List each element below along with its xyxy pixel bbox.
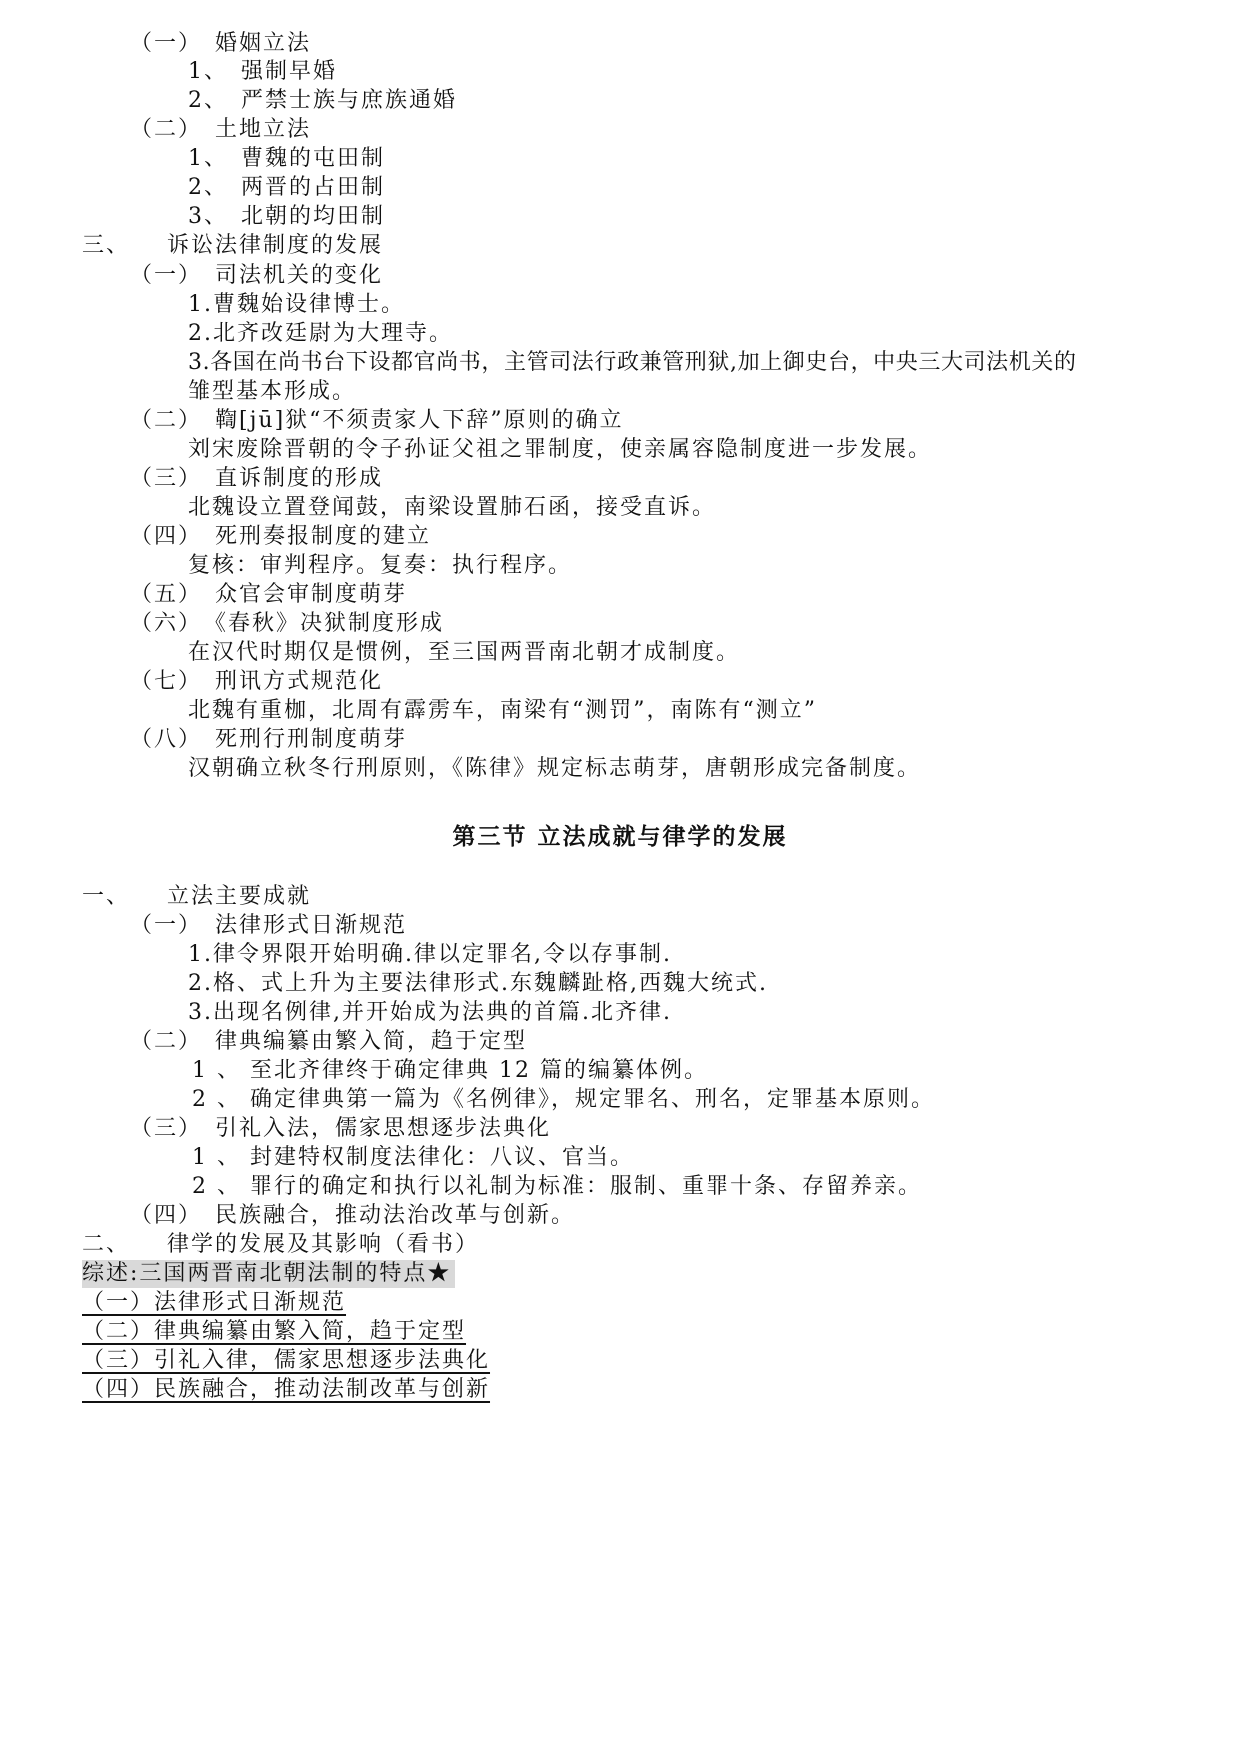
ethnic-title: （四） 民族融合，推动法治改革与创新。 bbox=[130, 1203, 576, 1228]
judicial-organs-item-3: 3.各国在尚书台下设都官尚书，主管司法行政兼管刑狱,加上御史台，中央三大司法机关的 bbox=[188, 350, 1077, 375]
execution-title: （八） 死刑行刑制度萌芽 bbox=[130, 727, 408, 752]
rites-item-2: 2 、 罪行的确定和执行以礼制为标准：服制、重罪十条、存留养亲。 bbox=[192, 1174, 922, 1199]
section3-heading: 第三节 立法成就与律学的发展 bbox=[452, 824, 788, 850]
jurisprudence-title: 二、 律学的发展及其影响（看书） bbox=[82, 1232, 480, 1257]
land-title: （二） 土地立法 bbox=[130, 117, 312, 142]
judicial-organs-item-3-cont: 雏型基本形成。 bbox=[188, 379, 357, 404]
summary-title: 综述:三国两晋南北朝法制的特点★ bbox=[82, 1260, 455, 1288]
forms-title: （一） 法律形式日渐规范 bbox=[130, 913, 408, 938]
land-item-1: 1、 曹魏的屯田制 bbox=[188, 146, 385, 171]
judicial-organs-title: （一） 司法机关的变化 bbox=[130, 263, 384, 288]
rites-title: （三） 引礼入法，儒家思想逐步法典化 bbox=[130, 1116, 552, 1141]
land-item-2: 2、 两晋的占田制 bbox=[188, 175, 385, 200]
interrogation-text: 北魏有重枷，北周有霹雳车，南梁有“测罚”，南陈有“测立” bbox=[188, 698, 817, 723]
judicial-organs-item-1: 1.曹魏始设律博士。 bbox=[188, 292, 405, 317]
summary-item-4: （四）民族融合，推动法制改革与创新 bbox=[82, 1377, 491, 1402]
kinship-title: （二） 鞫[jū]狱“不须责家人下辞”原则的确立 bbox=[130, 408, 624, 433]
land-item-3: 3、 北朝的均田制 bbox=[188, 204, 385, 229]
chunqiu-title: （六） 《春秋》决狱制度形成 bbox=[130, 611, 445, 636]
kinship-text: 刘宋废除晋朝的令子孙证父祖之罪制度，使亲属容隐制度进一步发展。 bbox=[188, 437, 933, 462]
forms-item-1: 1.律令界限开始明确.律以定罪名,令以存事制. bbox=[188, 942, 672, 967]
litigation-title: 三、 诉讼法律制度的发展 bbox=[82, 233, 384, 258]
summary-item-2: （二）律典编纂由繁入简，趋于定型 bbox=[82, 1319, 467, 1344]
codes-title: （二） 律典编纂由繁入简，趋于定型 bbox=[130, 1029, 528, 1054]
judicial-organs-item-2: 2.北齐改廷尉为大理寺。 bbox=[188, 321, 453, 346]
forms-item-2: 2.格、式上升为主要法律形式.东魏麟趾格,西魏大统式. bbox=[188, 971, 768, 996]
marriage-title: （一） 婚姻立法 bbox=[130, 31, 312, 56]
chunqiu-text: 在汉代时期仅是惯例，至三国两晋南北朝才成制度。 bbox=[188, 640, 741, 665]
rites-item-1: 1 、 封建特权制度法律化：八议、官当。 bbox=[192, 1145, 634, 1170]
forms-item-3: 3.出现名例律,并开始成为法典的首篇.北齐律. bbox=[188, 1000, 672, 1025]
marriage-item-2: 2、 严禁士族与庶族通婚 bbox=[188, 88, 457, 113]
direct-appeal-title: （三） 直诉制度的形成 bbox=[130, 466, 384, 491]
joint-trial-title: （五） 众官会审制度萌芽 bbox=[130, 582, 408, 607]
codes-item-1: 1 、 至北齐律终于确定律典 12 篇的编纂体例。 bbox=[192, 1058, 708, 1083]
death-review-title: （四） 死刑奏报制度的建立 bbox=[130, 524, 432, 549]
execution-text: 汉朝确立秋冬行刑原则，《陈律》规定标志萌芽，唐朝形成完备制度。 bbox=[188, 756, 922, 781]
summary-item-3: （三）引礼入律，儒家思想逐步法典化 bbox=[82, 1348, 491, 1373]
direct-appeal-text: 北魏设立置登闻鼓，南梁设置肺石函，接受直诉。 bbox=[188, 495, 717, 520]
interrogation-title: （七） 刑讯方式规范化 bbox=[130, 669, 384, 694]
marriage-item-1: 1、 强制早婚 bbox=[188, 59, 337, 84]
death-review-text: 复核：审判程序。复奏：执行程序。 bbox=[188, 553, 573, 578]
codes-item-2: 2 、 确定律典第一篇为《名例律》，规定罪名、刑名，定罪基本原则。 bbox=[192, 1087, 935, 1112]
achievements-title: 一、 立法主要成就 bbox=[82, 884, 312, 909]
summary-item-1: （一）法律形式日渐规范 bbox=[82, 1290, 347, 1315]
